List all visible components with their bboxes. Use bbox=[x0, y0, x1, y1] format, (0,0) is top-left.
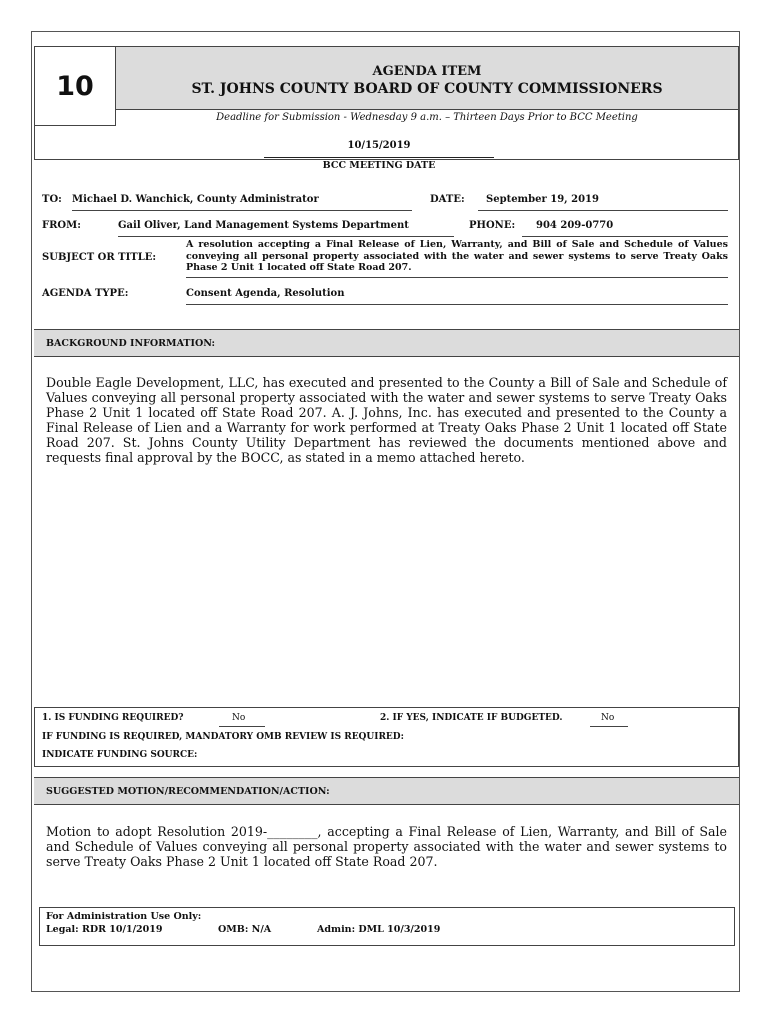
meeting-date-value: 10/15/2019 bbox=[347, 140, 411, 151]
agenda-type-value: Consent Agenda, Resolution bbox=[186, 288, 345, 299]
funding-required-answer: No bbox=[232, 713, 246, 723]
subject-underline bbox=[186, 277, 728, 278]
to-underline bbox=[72, 210, 412, 211]
agenda-item-page bbox=[31, 31, 740, 992]
to-value: Michael D. Wanchick, County Administrator bbox=[72, 194, 319, 205]
agenda-item-number: 10 bbox=[35, 47, 116, 126]
admin-use-heading: For Administration Use Only: bbox=[46, 911, 202, 922]
meeting-date-label: BCC MEETING DATE bbox=[322, 160, 436, 171]
date-label: DATE: bbox=[430, 194, 465, 205]
budgeted-underline bbox=[590, 726, 628, 727]
background-heading: BACKGROUND INFORMATION: bbox=[34, 329, 739, 357]
title-line2: ST. JOHNS COUNTY BOARD OF COUNTY COMMISSIONERS bbox=[191, 81, 663, 97]
funding-required-question: 1. IS FUNDING REQUIRED? bbox=[42, 713, 184, 723]
budgeted-answer: No bbox=[601, 713, 615, 723]
meeting-date-underline bbox=[264, 157, 494, 158]
from-value: Gail Oliver, Land Management Systems Department bbox=[118, 220, 409, 231]
budgeted-question: 2. IF YES, INDICATE IF BUDGETED. bbox=[380, 713, 563, 723]
phone-label: PHONE: bbox=[469, 220, 516, 231]
submission-deadline: Deadline for Submission - Wednesday 9 a.m. – Thirteen Days Prior to BCC Meeting bbox=[216, 112, 638, 123]
title-box bbox=[116, 47, 738, 110]
to-label: TO: bbox=[42, 194, 62, 205]
motion-text: Motion to adopt Resolution 2019-________, accepting a Final Release of Lien, Warranty, and Bill of Sale and Schedule of Values conveying all personal property associated with the water and sewer systems to serve Treaty Oaks Phase 2 Unit 1 located off State Road 207. bbox=[46, 824, 727, 869]
agenda-type-underline bbox=[186, 304, 728, 305]
from-label: FROM: bbox=[42, 220, 81, 231]
date-value: September 19, 2019 bbox=[486, 194, 599, 205]
admin-use-box bbox=[39, 907, 735, 946]
date-underline bbox=[478, 210, 728, 211]
funding-box bbox=[34, 707, 739, 767]
from-underline bbox=[118, 236, 454, 237]
motion-heading: SUGGESTED MOTION/RECOMMENDATION/ACTION: bbox=[34, 777, 739, 805]
funding-required-underline bbox=[219, 726, 265, 727]
phone-value: 904 209-0770 bbox=[536, 220, 614, 231]
funding-source-label: INDICATE FUNDING SOURCE: bbox=[42, 750, 198, 760]
admin-review: Admin: DML 10/3/2019 bbox=[317, 924, 441, 935]
title-line1: AGENDA ITEM bbox=[372, 64, 482, 79]
omb-review: OMB: N/A bbox=[218, 924, 272, 935]
omb-review-note: IF FUNDING IS REQUIRED, MANDATORY OMB REVIEW IS REQUIRED: bbox=[42, 732, 404, 742]
phone-underline bbox=[522, 236, 728, 237]
subject-value: A resolution accepting a Final Release of Lien, Warranty, and Bill of Sale and Schedule of Values conveying all personal property associated with the water and sewer systems to serve Treaty Oaks Phase 2 Unit 1 located off State Road 207. bbox=[186, 239, 728, 273]
legal-review: Legal: RDR 10/1/2019 bbox=[46, 924, 163, 935]
bcc-meeting-date bbox=[264, 140, 494, 171]
background-text: Double Eagle Development, LLC, has executed and presented to the County a Bill of Sale and Schedule of Values conveying all personal property associated with the water and sewer systems to serve Treaty Oaks Phase 2 Unit 1 located off State Road 207. A. J. Johns, Inc. has executed and presented to the County a Final Release of Lien and a Warranty for work performed at Treaty Oaks Phase 2 Unit 1 located off State Road 207. St. Johns County Utility Department has reviewed the documents mentioned above and requests final approval by the BOCC, as stated in a memo attached hereto. bbox=[46, 375, 727, 465]
agenda-type-label: AGENDA TYPE: bbox=[42, 288, 129, 299]
subject-label: SUBJECT OR TITLE: bbox=[42, 252, 157, 263]
